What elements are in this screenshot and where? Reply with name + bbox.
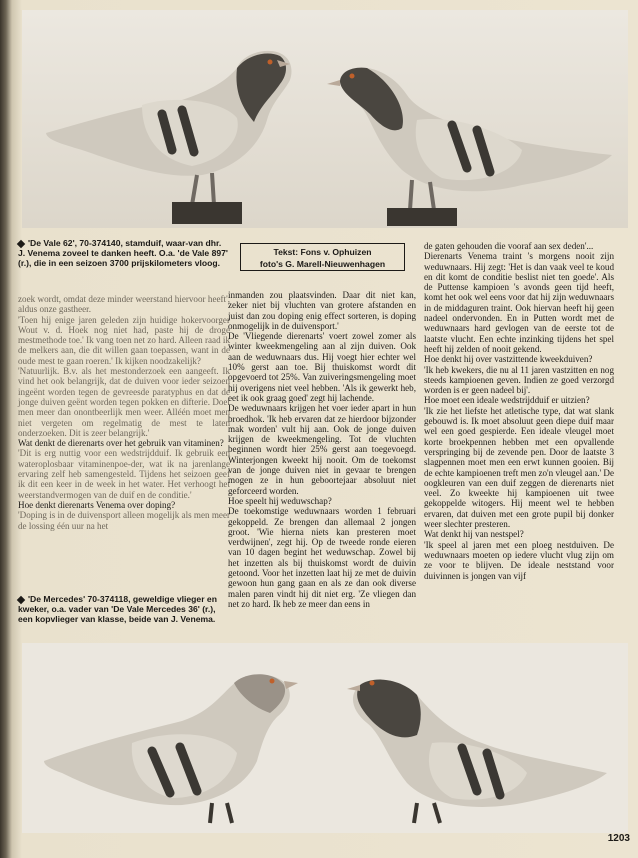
left-column (18, 294, 230, 531)
question: Hoe denkt dierenarts Venema over doping? (18, 499, 176, 510)
question: Wat denkt hij van nestspel? (424, 529, 524, 540)
paragraph: De 'Vliegende dierenarts' voert zowel zomer als winter kweekmengeling aan al zijn duiven. Ook aan de weduwnaars dus. Hij voegt hier echter wel 10% gerst aan toe. Bij thuiskomst wordt dit opgevoerd tot 25%. Van zuiveringsmengeling moet hij overigens niet veel hebben. 'Als ik gewerkt heb, eet ik ook graag goed' zegt hij lachende. (228, 331, 416, 403)
question: Hoe speelt hij weduwschap? (228, 495, 332, 506)
question: Hoe denkt hij over vastzittende kweekduiven? (424, 354, 593, 365)
caption-top (18, 238, 230, 268)
bottom-pigeon-photo (22, 643, 628, 833)
paragraph: 'Ik heb kwekers, die nu al 11 jaren vastzitten en nog steeds kampioenen geven. Indien ze goed verzorgd worden is er geen nadeel bij'. (424, 364, 614, 396)
paragraph: 'Ik speel al jaren met een ploeg nestduiven. De weduwnaars moeten op iedere vlucht vlug zijn om ze voor te blijven. De ideale neststand voor duivinnen is jongen van vijf (424, 539, 614, 581)
paragraph: inmanden zou plaatsvinden. Daar dit niet kan, zeker niet bij vluchten van grotere afstanden en juist dan zou doping enig effect sorteren, is doping onmogelijk in de duivensport.' (228, 290, 416, 331)
paragraph: 'Toen hij enige jaren geleden zijn huidige hokervoorger Wout v. d. Hoek nog niet had, paste hij de droge mestmethode toe.' Ik vang toen net zo hard. Alleen raad ik de melkers aan, die dit willen gaan toepassen, want in de oude mest te gaan roeren.' Ik kijken noodzakelijk? (18, 314, 230, 366)
paragraph: De toekomstige weduwnaars worden 1 februari gekoppeld. Ze brengen dan allemaal 2 jongen groot. 'Wie hierna niets kan presteren moet verdwijnen', zegt hij. Op de tweede ronde eieren van 10 dagen begint het weduwschap. Zowel bij het inzetten als bij thuiskomst wordt de duivin getoond. Voor het inzetten laat hij ze met de duivin gewoon hun gang gaan en als ze dan ook diverse malen paren vindt hij dit niet erg. 'Ze vliegen dan net zo hard. Ik heb ze meer dan eens in (228, 506, 416, 609)
question: Hoe moet een ideale wedstrijdduif er uitzien? (424, 395, 590, 406)
credit-box (240, 243, 405, 271)
caption-mid (18, 594, 230, 624)
question: Wat denkt de dierenarts over het gebruik van vitaminen? (18, 438, 224, 449)
paragraph: zoek wordt, omdat deze minder weerstand hiervoor heeft', aldus onze gastheer. (18, 294, 230, 315)
right-column (424, 241, 614, 581)
middle-column (228, 290, 416, 609)
caption-top-text: 'De Vale 62', 70-374140, stamduif, waar-van dhr. J. Venema zoveel te danken heeft. O.a. 'de Vale 897' (r.), die in een seizoen 3700 prijskilometers vloog. (18, 238, 228, 268)
bullet-icon (17, 239, 25, 247)
credit-line1: Tekst: Fons v. Ophuizen (273, 247, 372, 257)
page-number: 1203 (607, 833, 630, 844)
paragraph: 'Dit is erg nuttig voor een wedstrijdduif. Ik gebruik een wateroplosbaar vitaminenpoe-der, wat ik na jarenlange ervaring zelf heb samengesteld. Tijdens het seizoen geef ik dit een keer in de week in het water. Het verhoogt het weerstandvermogen van de duif en de conditie.' (18, 448, 230, 500)
paragraph: 'Doping is in de duivensport alleen mogelijk als men meer de lossing één uur na het (18, 510, 231, 531)
paragraph: 'Natuurlijk. B.v. als het mestonderzoek een aangeeft. Ik vind het ook belangrijk, dat de duiven voor ieder seizoen ingeënt worden tegen de gevreesde paratyphus en dat de jonge duiven geënt worden tegen pokken en difterie. Doet men meer dan onontbeerlijk men weer. Alléén moet men niet vergeten om regelmatig de mest te laten onderzoeken. Dit is zeer belangrijk.' (18, 366, 230, 438)
top-pigeon-photo (22, 10, 628, 228)
paragraph: Dierenarts Venema traint 's morgens nooit zijn weduwnaars. Hij zegt: 'Het is dan vaak veel te koud en dit komt de conditie beslist niet ten goede'. Als de Puttense kampioen 's avonds geen tijd heeft, komt het ook wel eens voor dat hij zijn weduwnaars in de middaguren traint. Ook hiervan heeft hij geen nadeel ondervonden. En in Putten wordt met de weduwnaars hard gevlogen van de eerste tot de laatste vlucht. Een echte inzinking tijdens het spel heeft hij zelden of nooit gekend. (424, 251, 614, 354)
paragraph: De weduwnaars krijgen het voer ieder apart in hun broedhok. 'Ik heb ervaren dat ze hierdoor bijzonder mak worden' vult hij aan. Ook de jonge duiven krijgen de kweekmengeling. Tot de vluchten beginnen wordt hier 25% gerst aan toegevoegd. Winterjongen kweekt hij nooit. Om de toekomst van de jonge duiven niet in gevaar te brengen mogen ze in hun geboortejaar absoluut niet geforceerd worden. (228, 403, 416, 496)
paragraph: de gaten gehouden die vooraf aan sex deden'... (424, 241, 594, 251)
caption-mid-text: 'De Mercedes' 70-374118, geweldige vlieger en kweker, o.a. vader van 'De Vale Mercedes 36' (r.), een kopvlieger van klasse, beide van J. Venema. (18, 594, 217, 624)
credit-line2: foto's G. Marell-Nieuwenhagen (259, 259, 386, 269)
paragraph: 'Ik zie het liefste het atletische type, dat wat slank gebouwd is. Ik moet absoluut geen diepe duif maar wel een goed gespierde. Een ideale vleugel moet korte broekpennen hebben met een opvallende verspringing bij de zevende pen. Door de laatste 3 slagpennen moet men een erwt kunnen gooien. Bij de echte kampioenen treft men zo'n vleugel aan.' De oogkleuren van een duif zeggen de dierenarts niet veel. Zo kweekte hij kampioenen uit twee gekoppelde witogers. Hij meent wel te hebben ervaren, dat duiven met een grote pupil bij donker weer slechter presteren. (424, 405, 614, 530)
bullet-icon (17, 595, 25, 603)
